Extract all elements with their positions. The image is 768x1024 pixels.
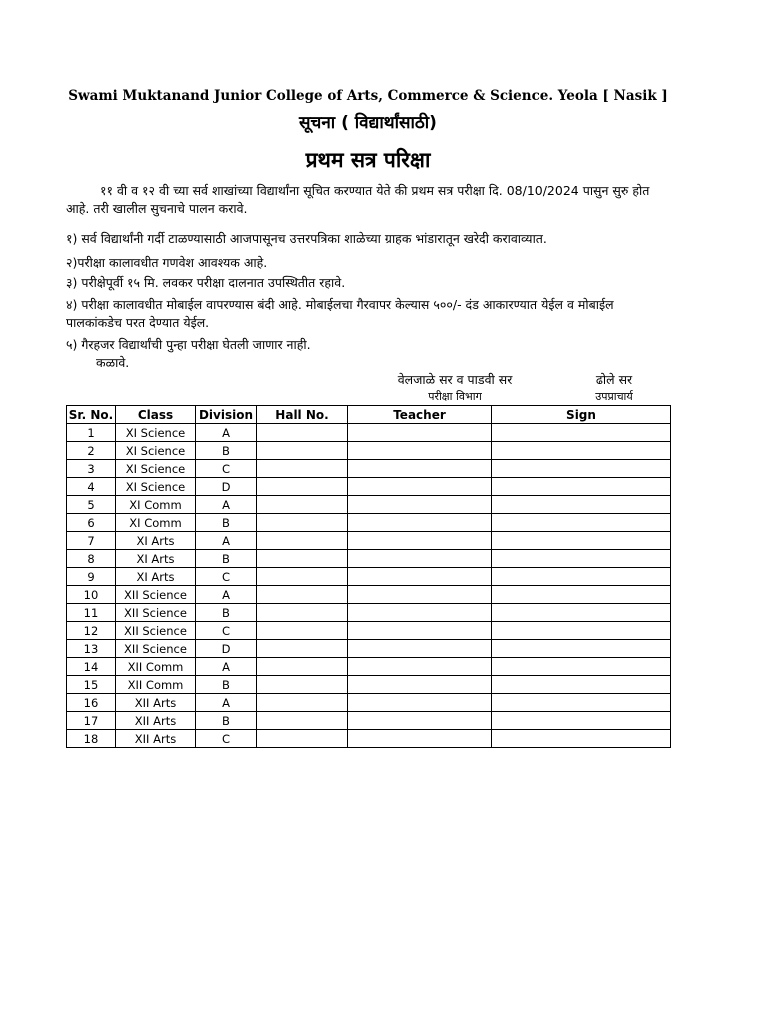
cell-sign xyxy=(492,640,671,658)
table-row xyxy=(67,586,671,604)
exam-department-role: परीक्षा विभाग xyxy=(428,390,482,403)
table-row xyxy=(67,424,671,442)
cell-class: XII Science xyxy=(116,604,196,622)
table-row xyxy=(67,514,671,532)
cell-teacher xyxy=(348,424,492,442)
instruction-2: २)परीक्षा कालावधीत गणवेश आवश्यक आहे. xyxy=(66,255,268,270)
exam-title: प्रथम सत्र परिक्षा xyxy=(305,148,431,172)
cell-division: B xyxy=(196,712,257,730)
cell-sr-no: 4 xyxy=(67,478,116,496)
cell-sr-no: 18 xyxy=(67,730,116,748)
exam-department-names: वेलजाळे सर व पाडवी सर xyxy=(397,372,513,387)
allocation-table xyxy=(66,405,671,748)
cell-division: A xyxy=(196,658,257,676)
cell-teacher xyxy=(348,694,492,712)
cell-teacher xyxy=(348,550,492,568)
cell-class: XI Comm xyxy=(116,496,196,514)
cell-class: XI Science xyxy=(116,460,196,478)
cell-sign xyxy=(492,460,671,478)
cell-division: A xyxy=(196,424,257,442)
cell-sign xyxy=(492,496,671,514)
cell-hall-no xyxy=(257,658,348,676)
table-row xyxy=(67,712,671,730)
cell-sr-no: 9 xyxy=(67,568,116,586)
cell-sr-no: 3 xyxy=(67,460,116,478)
cell-hall-no xyxy=(257,730,348,748)
notice-title: सूचना ( विद्यार्थांसाठी) xyxy=(299,113,437,133)
cell-division: B xyxy=(196,514,257,532)
cell-class: XI Science xyxy=(116,424,196,442)
cell-class: XI Arts xyxy=(116,568,196,586)
cell-teacher xyxy=(348,712,492,730)
cell-hall-no xyxy=(257,604,348,622)
table-row xyxy=(67,658,671,676)
cell-teacher xyxy=(348,514,492,532)
cell-class: XII Science xyxy=(116,640,196,658)
cell-teacher xyxy=(348,478,492,496)
header-sign: Sign xyxy=(492,406,671,424)
cell-sign xyxy=(492,730,671,748)
cell-sign xyxy=(492,694,671,712)
cell-teacher xyxy=(348,730,492,748)
cell-sr-no: 11 xyxy=(67,604,116,622)
cell-sign xyxy=(492,712,671,730)
cell-class: XI Arts xyxy=(116,532,196,550)
cell-division: B xyxy=(196,442,257,460)
cell-teacher xyxy=(348,568,492,586)
cell-class: XI Science xyxy=(116,442,196,460)
table-body xyxy=(67,424,671,748)
table-row xyxy=(67,676,671,694)
cell-class: XI Science xyxy=(116,478,196,496)
instruction-3: ३) परीक्षेपूर्वी १५ मि. लवकर परीक्षा दालनात उपस्थितीत रहावे. xyxy=(66,275,346,290)
cell-division: A xyxy=(196,532,257,550)
instruction-5: ५) गैरहजर विद्यार्थांची पुन्हा परीक्षा घेतली जाणार नाही. xyxy=(66,337,311,352)
cell-teacher xyxy=(348,532,492,550)
cell-sr-no: 15 xyxy=(67,676,116,694)
cell-sr-no: 17 xyxy=(67,712,116,730)
cell-sr-no: 2 xyxy=(67,442,116,460)
table-row xyxy=(67,496,671,514)
header-division: Division xyxy=(196,406,257,424)
cell-hall-no xyxy=(257,532,348,550)
cell-class: XII Arts xyxy=(116,712,196,730)
vice-principal-name: ढोले सर xyxy=(595,372,633,387)
table-row xyxy=(67,478,671,496)
cell-division: A xyxy=(196,694,257,712)
cell-sr-no: 14 xyxy=(67,658,116,676)
cell-sign xyxy=(492,676,671,694)
cell-class: XII Comm xyxy=(116,676,196,694)
cell-division: C xyxy=(196,730,257,748)
cell-hall-no xyxy=(257,622,348,640)
cell-hall-no xyxy=(257,424,348,442)
cell-sr-no: 1 xyxy=(67,424,116,442)
cell-sr-no: 5 xyxy=(67,496,116,514)
cell-hall-no xyxy=(257,712,348,730)
table-row xyxy=(67,460,671,478)
cell-sign xyxy=(492,424,671,442)
cell-hall-no xyxy=(257,514,348,532)
cell-teacher xyxy=(348,658,492,676)
table-row xyxy=(67,568,671,586)
cell-class: XII Arts xyxy=(116,730,196,748)
cell-teacher xyxy=(348,460,492,478)
college-name: Swami Muktanand Junior College of Arts, Commerce & Science. Yeola [ Nasik ] xyxy=(68,88,668,104)
header-hall-no: Hall No. xyxy=(257,406,348,424)
cell-division: B xyxy=(196,604,257,622)
cell-sign xyxy=(492,658,671,676)
cell-teacher xyxy=(348,496,492,514)
cell-class: XII Science xyxy=(116,586,196,604)
cell-sr-no: 16 xyxy=(67,694,116,712)
cell-sign xyxy=(492,478,671,496)
cell-class: XII Arts xyxy=(116,694,196,712)
closing-text: कळावे. xyxy=(96,355,130,370)
vice-principal-signature xyxy=(572,372,656,404)
cell-class: XII Science xyxy=(116,622,196,640)
cell-teacher xyxy=(348,586,492,604)
header-teacher: Teacher xyxy=(348,406,492,424)
cell-division: B xyxy=(196,676,257,694)
cell-sign xyxy=(492,442,671,460)
cell-hall-no xyxy=(257,694,348,712)
cell-division: A xyxy=(196,586,257,604)
cell-hall-no xyxy=(257,568,348,586)
header-class: Class xyxy=(116,406,196,424)
table-row xyxy=(67,622,671,640)
cell-sign xyxy=(492,568,671,586)
cell-sr-no: 6 xyxy=(67,514,116,532)
cell-hall-no xyxy=(257,496,348,514)
table-row xyxy=(67,640,671,658)
cell-sign xyxy=(492,622,671,640)
cell-class: XI Arts xyxy=(116,550,196,568)
cell-sign xyxy=(492,514,671,532)
cell-teacher xyxy=(348,676,492,694)
cell-teacher xyxy=(348,640,492,658)
table-row xyxy=(67,550,671,568)
cell-teacher xyxy=(348,622,492,640)
cell-hall-no xyxy=(257,442,348,460)
intro-paragraph: ११ वी व १२ वी च्या सर्व शाखांच्या विद्यार्थांना सूचित करण्यात येते की प्रथम सत्र परीक्षा दि. 08/10/2024 पासुन सुरु होत आहे. तरी खालील सुचनाचे पालन करावे. xyxy=(66,183,650,216)
cell-class: XI Comm xyxy=(116,514,196,532)
table-header-row xyxy=(67,406,671,424)
cell-hall-no xyxy=(257,550,348,568)
cell-class: XII Comm xyxy=(116,658,196,676)
cell-sr-no: 8 xyxy=(67,550,116,568)
instruction-1: १) सर्व विद्यार्थांनी गर्दी टाळण्यासाठी आजपासूनच उत्तरपत्रिका शाळेच्या ग्राहक भांडारातून खरेदी करावाव्यात. xyxy=(66,231,547,246)
cell-teacher xyxy=(348,604,492,622)
cell-division: C xyxy=(196,622,257,640)
cell-division: A xyxy=(196,496,257,514)
cell-hall-no xyxy=(257,478,348,496)
cell-division: C xyxy=(196,460,257,478)
table-row xyxy=(67,604,671,622)
cell-sign xyxy=(492,586,671,604)
cell-hall-no xyxy=(257,460,348,478)
header-sr-no: Sr. No. xyxy=(67,406,116,424)
cell-hall-no xyxy=(257,586,348,604)
cell-hall-no xyxy=(257,640,348,658)
cell-hall-no xyxy=(257,676,348,694)
cell-sr-no: 10 xyxy=(67,586,116,604)
cell-sr-no: 7 xyxy=(67,532,116,550)
cell-sign xyxy=(492,532,671,550)
exam-department-signature xyxy=(374,372,536,404)
cell-division: C xyxy=(196,568,257,586)
vice-principal-role: उपप्राचार्य xyxy=(595,390,633,403)
cell-sign xyxy=(492,604,671,622)
cell-division: B xyxy=(196,550,257,568)
table-row xyxy=(67,442,671,460)
cell-division: D xyxy=(196,640,257,658)
cell-teacher xyxy=(348,442,492,460)
cell-sr-no: 13 xyxy=(67,640,116,658)
table-row xyxy=(67,730,671,748)
table-row xyxy=(67,532,671,550)
cell-sign xyxy=(492,550,671,568)
cell-division: D xyxy=(196,478,257,496)
table-row xyxy=(67,694,671,712)
instruction-4: ४) परीक्षा कालावधीत मोबाईल वापरण्यास बंदी आहे. मोबाईलचा गैरवापर केल्यास ५००/- दंड आकारण्यात येईल व मोबाईल पालकांकडेच परत देण्यात येईल. xyxy=(66,297,614,330)
cell-sr-no: 12 xyxy=(67,622,116,640)
